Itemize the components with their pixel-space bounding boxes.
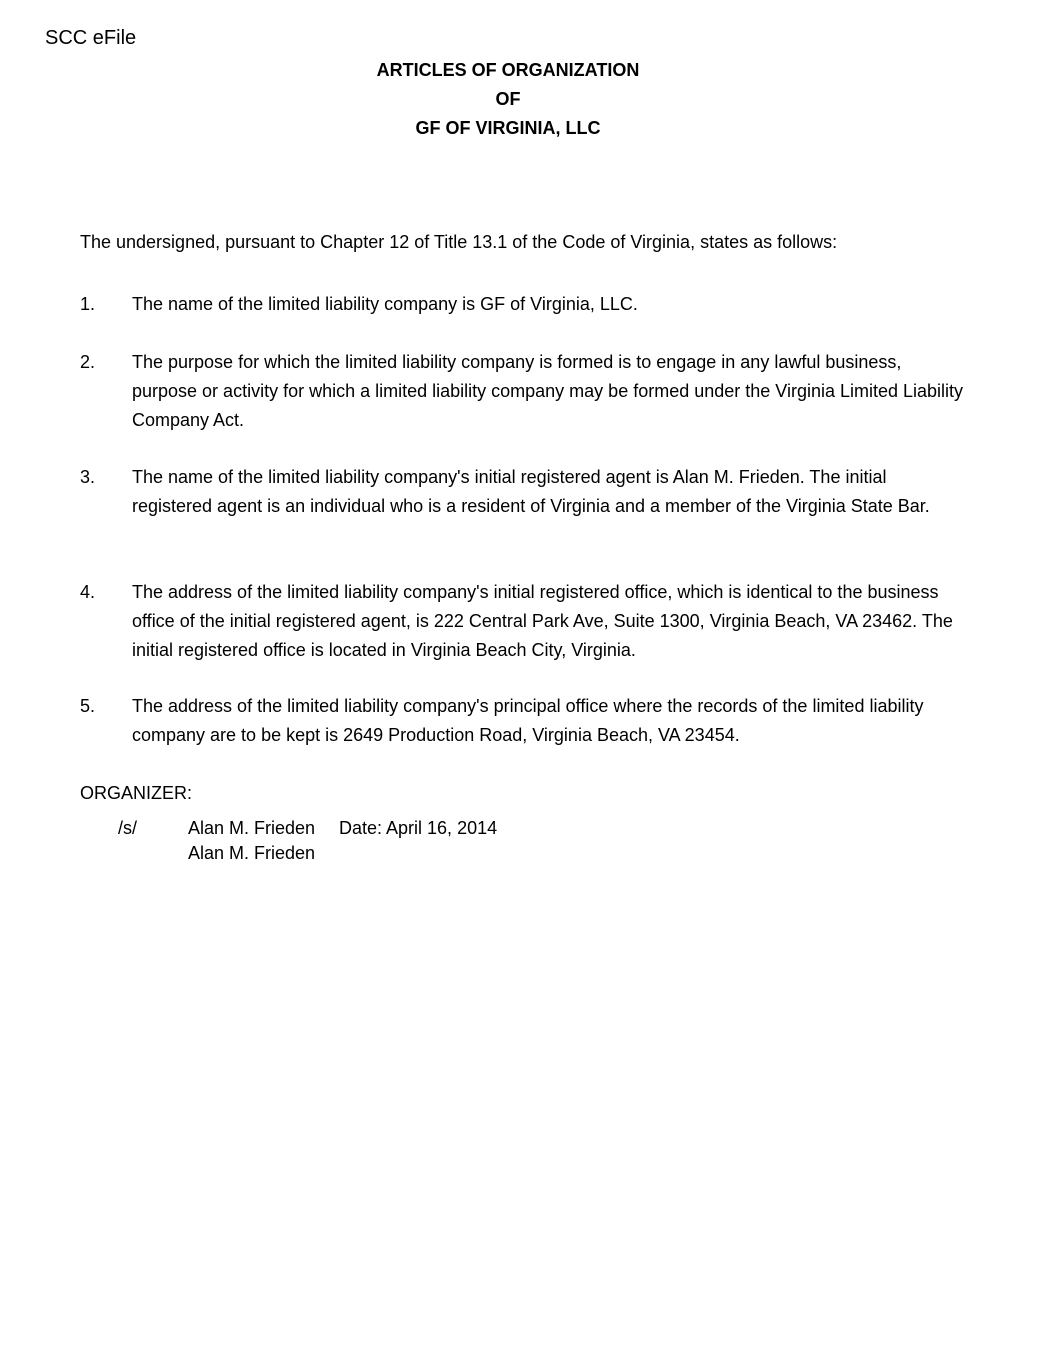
organizer-label: ORGANIZER: xyxy=(80,783,193,803)
article-text: The name of the limited liability company is GF of Virginia, LLC. xyxy=(132,294,638,314)
article-text: The address of the limited liability company's principal office where the records of the limited liability company are to be kept is 2649 Production Road, Virginia Beach, VA 23454. xyxy=(132,696,924,745)
document-title xyxy=(0,56,1016,143)
article-number: 1. xyxy=(80,294,96,314)
signature-mark: /s/ xyxy=(118,818,138,838)
article-number: 5. xyxy=(80,696,96,716)
header-tag: SCC eFile xyxy=(45,27,137,49)
article-text: The purpose for which the limited liability company is formed is to engage in any lawful business, purpose or activity for which a limited liability company may be formed under the Virginia Limited Liability Company Act. xyxy=(132,352,964,430)
article-number: 3. xyxy=(80,467,96,487)
title-line-1: ARTICLES OF ORGANIZATION xyxy=(376,60,640,80)
title-line-3: GF OF VIRGINIA, LLC xyxy=(415,118,601,138)
article-text: The name of the limited liability company's initial registered agent is Alan M. Frieden. The initial registered agent is an individual who is a resident of Virginia and a member of the Virginia State Bar. xyxy=(132,467,930,516)
printed-name: Alan M. Frieden xyxy=(188,843,316,863)
article-text: The address of the limited liability company's initial registered office, which is identical to the business office of the initial registered agent, is 222 Central Park Ave, Suite 1300, Virginia Beach, VA 23462. The initial registered office is located in Virginia Beach City, Virginia. xyxy=(132,582,953,660)
signature-name: Alan M. Frieden xyxy=(188,818,316,838)
signature-date: Date: April 16, 2014 xyxy=(339,818,498,838)
intro-paragraph: The undersigned, pursuant to Chapter 12 of Title 13.1 of the Code of Virginia, states as follows: xyxy=(80,232,838,252)
article-number: 2. xyxy=(80,352,96,372)
article-number: 4. xyxy=(80,582,96,602)
title-line-2: OF xyxy=(495,89,521,109)
